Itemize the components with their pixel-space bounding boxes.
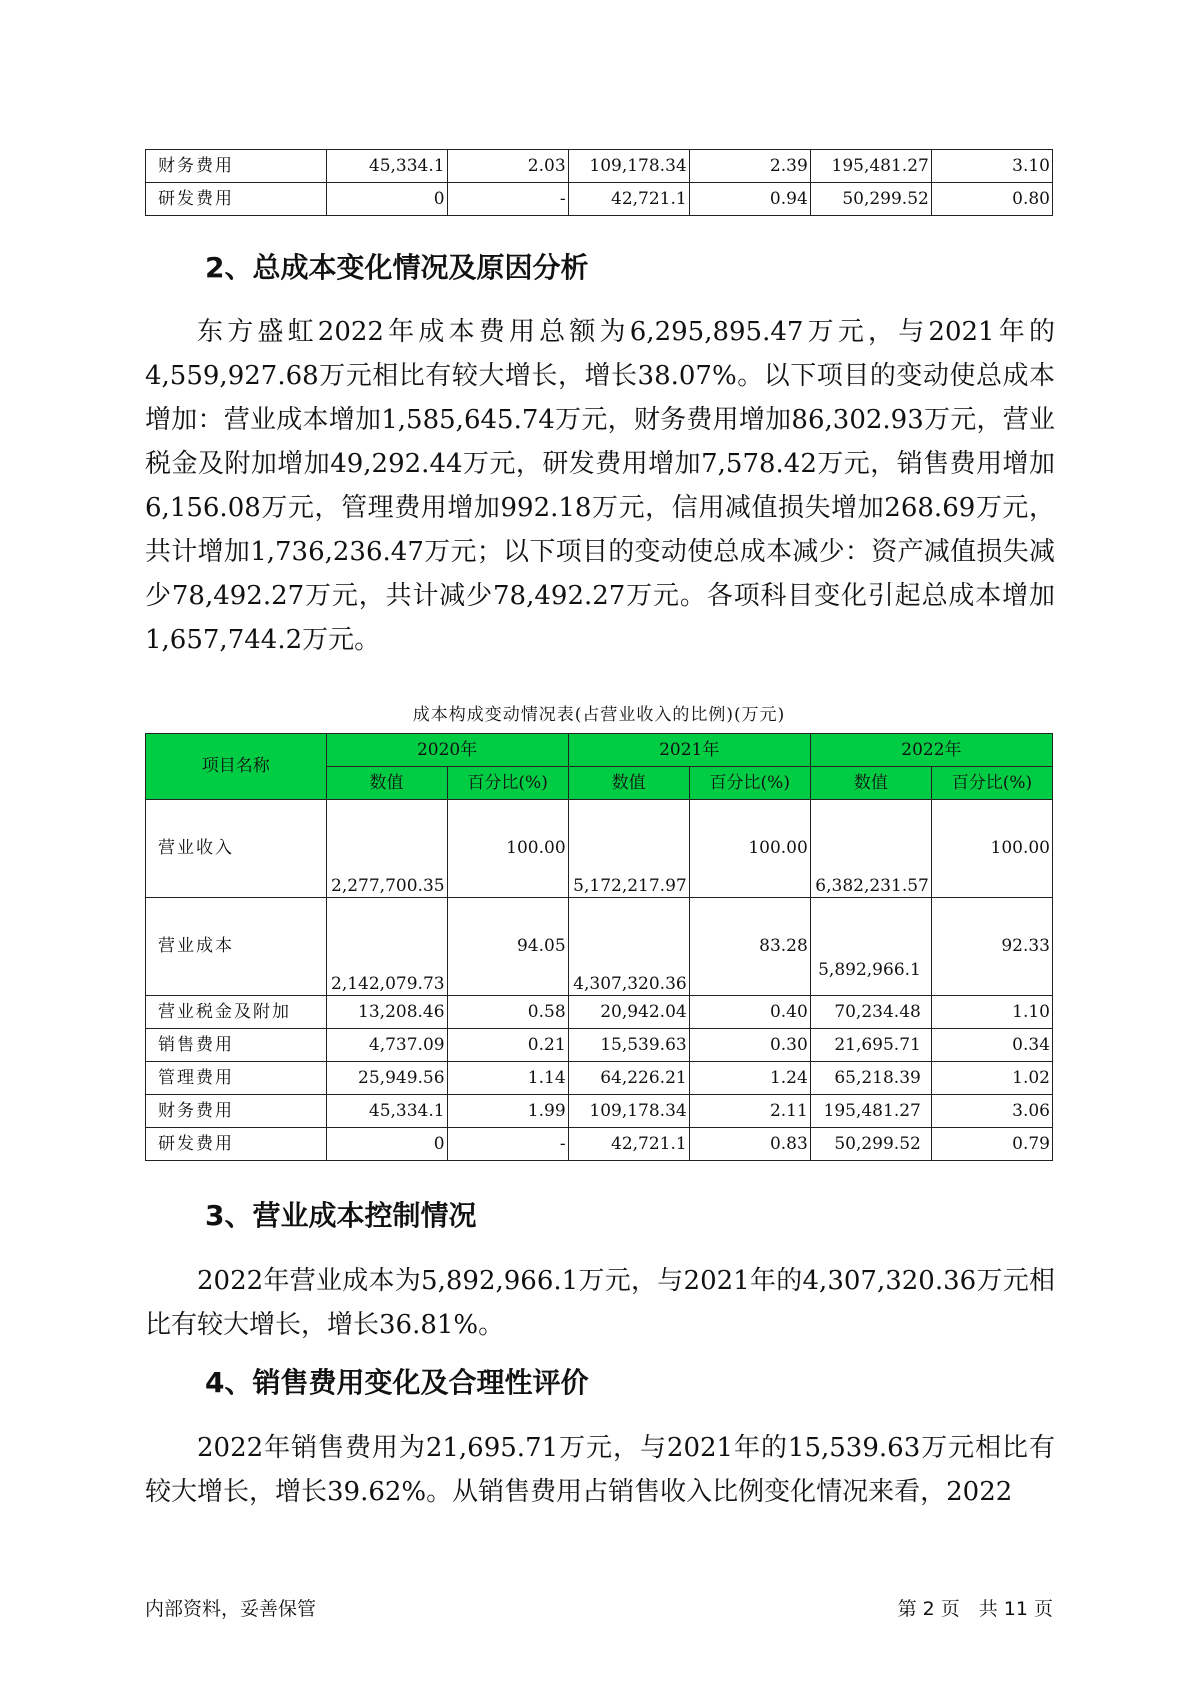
table-caption: 成本构成变动情况表(占营业收入的比例)(万元) (412, 705, 786, 725)
value-2020: 25,949.56 (326, 1062, 447, 1095)
percent-2020: 1.14 (447, 1062, 568, 1095)
table-row (146, 800, 1053, 898)
value-2020: 0 (326, 183, 447, 216)
percent-2020: 94.05 (447, 898, 568, 996)
value-2021: 4,307,320.36 (568, 898, 689, 996)
row-name: 研发费用 (146, 183, 327, 216)
section-heading-sales-expense: 4、销售费用变化及合理性评价 (205, 1366, 589, 1399)
header-year-2022: 2022年 (810, 734, 1052, 767)
value-2020: 2,277,700.35 (326, 800, 447, 898)
percent-2020: - (447, 183, 568, 216)
header-percent-2022: 百分比(%) (931, 767, 1052, 800)
value-2021: 42,721.1 (568, 1128, 689, 1161)
percent-2022: 1.10 (931, 996, 1052, 1029)
header-row-years (146, 734, 1053, 767)
percent-2021: 2.11 (689, 1095, 810, 1128)
value-2022: 70,234.48 (810, 996, 931, 1029)
row-name: 营业收入 (146, 800, 327, 898)
value-2021: 42,721.1 (568, 183, 689, 216)
percent-2020: 2.03 (447, 150, 568, 183)
value-2022: 195,481.27 (810, 1095, 931, 1128)
percent-2020: 0.21 (447, 1029, 568, 1062)
expense-table-continued (145, 149, 1053, 216)
section-heading-operating-cost: 3、营业成本控制情况 (205, 1199, 477, 1232)
header-value-2022: 数值 (810, 767, 931, 800)
value-2021: 15,539.63 (568, 1029, 689, 1062)
footer-page-number: 第 2 页 共 11 页 (897, 1598, 1053, 1620)
row-name: 财务费用 (146, 150, 327, 183)
cost-structure-table (145, 733, 1053, 1161)
value-2022: 50,299.52 (810, 183, 931, 216)
percent-2021: 0.94 (689, 183, 810, 216)
value-2021: 64,226.21 (568, 1062, 689, 1095)
header-value-2021: 数值 (568, 767, 689, 800)
value-2021: 20,942.04 (568, 996, 689, 1029)
paragraph-operating-cost: 2022年营业成本为5,892,966.1万元，与2021年的4,307,320.36万元相比有较大增长，增长36.81%。 (145, 1266, 1055, 1340)
percent-2022: 92.33 (931, 898, 1052, 996)
table-row (146, 996, 1053, 1029)
table-row (146, 183, 1053, 216)
header-year-2020: 2020年 (326, 734, 568, 767)
percent-2022: 0.34 (931, 1029, 1052, 1062)
header-percent-2021: 百分比(%) (689, 767, 810, 800)
percent-2022: 0.80 (931, 183, 1052, 216)
value-2022: 5,892,966.1 (810, 898, 931, 996)
footer-confidential-note: 内部资料，妥善保管 (145, 1598, 317, 1620)
percent-2020: 0.58 (447, 996, 568, 1029)
percent-2020: 1.99 (447, 1095, 568, 1128)
percent-2022: 0.79 (931, 1128, 1052, 1161)
paragraph-total-cost: 东方盛虹2022年成本费用总额为6,295,895.47万元，与2021年的4,559,927.68万元相比有较大增长，增长38.07%。以下项目的变动使总成本增加：营业成本增加1,585,645.74万元，财务费用增加86,302.93万元，营业税金及附加增加49,292.44万元，研发费用增加7,578.42万元，销售费用增加6,156.08万元，管理费用增加992.18万元，信用减值损失增加268.69万元，共计增加1,736,236.47万元；以下项目的变动使总成本减少：资产减值损失减少78,492.27万元，共计减少78,492.27万元。各项科目变化引起总成本增加1,657,744.2万元。 (145, 317, 1055, 655)
percent-2022: 100.00 (931, 800, 1052, 898)
percent-2021: 0.83 (689, 1128, 810, 1161)
value-2020: 45,334.1 (326, 150, 447, 183)
value-2022: 6,382,231.57 (810, 800, 931, 898)
value-2021: 109,178.34 (568, 1095, 689, 1128)
percent-2020: 100.00 (447, 800, 568, 898)
table-row (146, 898, 1053, 996)
table-row (146, 1128, 1053, 1161)
percent-2021: 0.30 (689, 1029, 810, 1062)
value-2021: 5,172,217.97 (568, 800, 689, 898)
value-2020: 13,208.46 (326, 996, 447, 1029)
table-row (146, 1095, 1053, 1128)
table-row (146, 150, 1053, 183)
row-name: 研发费用 (146, 1128, 327, 1161)
value-2020: 4,737.09 (326, 1029, 447, 1062)
paragraph-sales-expense: 2022年销售费用为21,695.71万元，与2021年的15,539.63万元相比有较大增长，增长39.62%。从销售费用占销售收入比例变化情况来看，2022 (145, 1433, 1055, 1507)
percent-2021: 0.40 (689, 996, 810, 1029)
value-2020: 45,334.1 (326, 1095, 447, 1128)
value-2021: 109,178.34 (568, 150, 689, 183)
table-row (146, 1029, 1053, 1062)
row-name: 管理费用 (146, 1062, 327, 1095)
row-name: 营业税金及附加 (146, 996, 327, 1029)
percent-2021: 2.39 (689, 150, 810, 183)
value-2022: 21,695.71 (810, 1029, 931, 1062)
row-name: 营业成本 (146, 898, 327, 996)
header-item-name: 项目名称 (146, 734, 327, 800)
value-2022: 65,218.39 (810, 1062, 931, 1095)
value-2020: 2,142,079.73 (326, 898, 447, 996)
percent-2022: 1.02 (931, 1062, 1052, 1095)
header-percent-2020: 百分比(%) (447, 767, 568, 800)
table-row (146, 1062, 1053, 1095)
percent-2021: 1.24 (689, 1062, 810, 1095)
percent-2022: 3.10 (931, 150, 1052, 183)
value-2022: 195,481.27 (810, 150, 931, 183)
section-heading-total-cost: 2、总成本变化情况及原因分析 (205, 251, 589, 284)
row-name: 销售费用 (146, 1029, 327, 1062)
header-value-2020: 数值 (326, 767, 447, 800)
value-2022: 50,299.52 (810, 1128, 931, 1161)
percent-2021: 83.28 (689, 898, 810, 996)
row-name: 财务费用 (146, 1095, 327, 1128)
percent-2022: 3.06 (931, 1095, 1052, 1128)
percent-2021: 100.00 (689, 800, 810, 898)
value-2020: 0 (326, 1128, 447, 1161)
header-year-2021: 2021年 (568, 734, 810, 767)
percent-2020: - (447, 1128, 568, 1161)
